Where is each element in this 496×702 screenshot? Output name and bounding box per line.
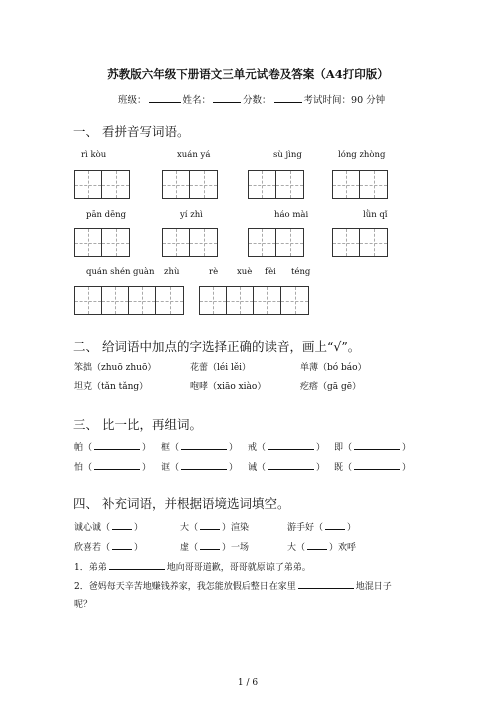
- pinyin: xuán yá: [177, 150, 211, 160]
- answer-blank[interactable]: [268, 460, 314, 470]
- writing-grid: [248, 170, 304, 199]
- name-label: 姓名：: [182, 95, 212, 106]
- grid-cell[interactable]: [75, 287, 102, 314]
- grid-cell[interactable]: [249, 171, 276, 198]
- grid-cell[interactable]: [129, 287, 156, 314]
- section-2-heading: 二、 给词语中加点的字选择正确的读音，画上“√”。: [73, 339, 361, 354]
- answer-blank[interactable]: [112, 520, 132, 530]
- grid-cell[interactable]: [75, 171, 102, 198]
- pinyin: téng: [291, 267, 311, 277]
- pinyin: háo mài: [274, 210, 309, 220]
- question-text: 地混日子: [355, 582, 392, 592]
- grid-cell[interactable]: [190, 171, 217, 198]
- compare-item: 戒（ ）: [248, 440, 325, 453]
- compare-item: 即（ ）: [334, 440, 411, 453]
- compare-char: 帕: [74, 443, 84, 453]
- idiom-fill: [74, 540, 143, 553]
- compare-item: 诓（ ）: [161, 460, 238, 473]
- grid-cell[interactable]: [75, 229, 102, 256]
- answer-blank[interactable]: [325, 520, 345, 530]
- grid-cell[interactable]: [227, 287, 254, 314]
- compare-char: 框: [161, 443, 171, 453]
- pinyin: fèi: [265, 267, 276, 277]
- pinyin: zhù: [164, 267, 180, 277]
- pinyin: lǜn qǐ: [363, 210, 388, 220]
- grid-cell[interactable]: [360, 171, 387, 198]
- pinyin: yí zhì: [180, 210, 203, 220]
- grid-cell[interactable]: [254, 287, 281, 314]
- question-2-cont: 呢？: [74, 600, 93, 610]
- name-blank: [213, 93, 241, 103]
- writing-grid: [332, 170, 388, 199]
- pinyin: quán shén: [86, 267, 131, 277]
- idiom-text: 诚心诚（: [74, 523, 111, 533]
- question-2: [74, 579, 392, 592]
- pinyin: pān dēng: [86, 210, 127, 220]
- compare-char: 诫: [248, 463, 258, 473]
- pinyin: guàn: [133, 267, 155, 277]
- question-text: 2．爸妈每天辛苦地赚钱养家，我怎能放假后整日在家里: [74, 582, 296, 592]
- idiom-text: 大（: [180, 523, 199, 533]
- grid-cell[interactable]: [333, 229, 360, 256]
- score-blank: [274, 93, 302, 103]
- answer-blank[interactable]: [298, 579, 354, 589]
- reading-option[interactable]: 笨拙（zhuō zhuō）: [74, 363, 157, 373]
- grid-cell[interactable]: [281, 287, 308, 314]
- grid-cell[interactable]: [163, 229, 190, 256]
- writing-grid: [248, 228, 304, 257]
- compare-item: 怕（ ）: [74, 460, 151, 473]
- student-info-line: [118, 92, 385, 106]
- compare-char: 即: [334, 443, 344, 453]
- idiom-fill: [180, 540, 249, 553]
- section-1-heading: 一、 看拼音写词语。: [73, 124, 190, 139]
- idiom-fill: [180, 520, 249, 533]
- compare-char: 怕: [74, 463, 84, 473]
- pinyin: rì kòu: [81, 150, 107, 160]
- compare-char: 既: [334, 463, 344, 473]
- grid-cell[interactable]: [102, 229, 129, 256]
- grid-cell[interactable]: [200, 287, 227, 314]
- idiom-text: ）渲染: [222, 523, 250, 533]
- writing-grid: [74, 286, 184, 315]
- section-4-heading: 四、 补充词语，并根据语境选词填空。: [73, 496, 290, 511]
- compare-char: 戒: [248, 443, 258, 453]
- grid-cell[interactable]: [163, 171, 190, 198]
- writing-grid: [332, 228, 388, 257]
- writing-grid: [74, 170, 130, 199]
- answer-blank[interactable]: [94, 440, 140, 450]
- compare-item: 帕（ ）: [74, 440, 151, 453]
- idiom-fill: [287, 520, 356, 533]
- class-blank: [149, 93, 181, 103]
- reading-option[interactable]: 花蕾（léi lěi）: [190, 363, 252, 373]
- reading-option[interactable]: 咆哮（xiāo xiào）: [190, 382, 267, 392]
- reading-option[interactable]: 坦克（tǎn tǎng）: [74, 382, 149, 392]
- question-text: 地向哥哥道歉，哥哥就原谅了弟弟。: [166, 563, 311, 573]
- answer-blank[interactable]: [354, 460, 400, 470]
- grid-cell[interactable]: [333, 171, 360, 198]
- idiom-text: 大（: [287, 543, 306, 553]
- reading-option[interactable]: 疙瘩（gā gē）: [300, 382, 362, 392]
- pinyin: xuè: [237, 267, 253, 277]
- grid-cell[interactable]: [102, 287, 129, 314]
- pinyin: sù jìng: [273, 150, 302, 160]
- question-text: 1．弟弟: [74, 563, 107, 573]
- idiom-fill: [74, 520, 143, 533]
- idiom-text: ）: [134, 523, 144, 533]
- idiom-text: ）一场: [222, 543, 250, 553]
- pinyin: rè: [209, 267, 219, 277]
- compare-item: 既（ ）: [334, 460, 411, 473]
- answer-blank[interactable]: [354, 440, 400, 450]
- class-label: 班级：: [118, 95, 147, 106]
- answer-blank[interactable]: [181, 440, 227, 450]
- section-3-heading: 三、 比一比，再组词。: [73, 417, 202, 432]
- idiom-fill: [287, 540, 356, 553]
- idiom-text: 欣喜若（: [74, 543, 111, 553]
- grid-cell[interactable]: [249, 229, 276, 256]
- pinyin: lóng zhòng: [338, 150, 386, 160]
- grid-cell[interactable]: [276, 171, 303, 198]
- idiom-text: 虚（: [180, 543, 199, 553]
- reading-option[interactable]: 单薄（bó báo）: [300, 363, 367, 373]
- idiom-text: ）欢呼: [329, 543, 357, 553]
- answer-blank[interactable]: [109, 560, 165, 570]
- answer-blank[interactable]: [94, 460, 140, 470]
- grid-cell[interactable]: [276, 229, 303, 256]
- page-number: 1 / 6: [237, 678, 259, 688]
- answer-blank[interactable]: [181, 460, 227, 470]
- compare-item: 诫（ ）: [248, 460, 325, 473]
- writing-grid: [74, 228, 130, 257]
- compare-char: 诓: [161, 463, 171, 473]
- idiom-text: ）: [134, 543, 144, 553]
- question-1: [74, 560, 311, 573]
- grid-cell[interactable]: [190, 229, 217, 256]
- answer-blank[interactable]: [200, 540, 220, 550]
- grid-cell[interactable]: [156, 287, 183, 314]
- score-label: 分数：: [243, 95, 272, 106]
- writing-grid: [199, 286, 309, 315]
- writing-grid: [162, 228, 218, 257]
- compare-item: 框（ ）: [161, 440, 238, 453]
- page-title: 苏教版六年级下册语文三单元试卷及答案（A4打印版）: [107, 67, 389, 81]
- time-label: 考试时间：90 分钟: [303, 95, 386, 106]
- writing-grid: [162, 170, 218, 199]
- answer-blank[interactable]: [268, 440, 314, 450]
- answer-blank[interactable]: [112, 540, 132, 550]
- grid-cell[interactable]: [360, 229, 387, 256]
- answer-blank[interactable]: [200, 520, 220, 530]
- idiom-text: 游手好（: [287, 523, 324, 533]
- idiom-text: ）: [347, 523, 357, 533]
- answer-blank[interactable]: [307, 540, 327, 550]
- grid-cell[interactable]: [102, 171, 129, 198]
